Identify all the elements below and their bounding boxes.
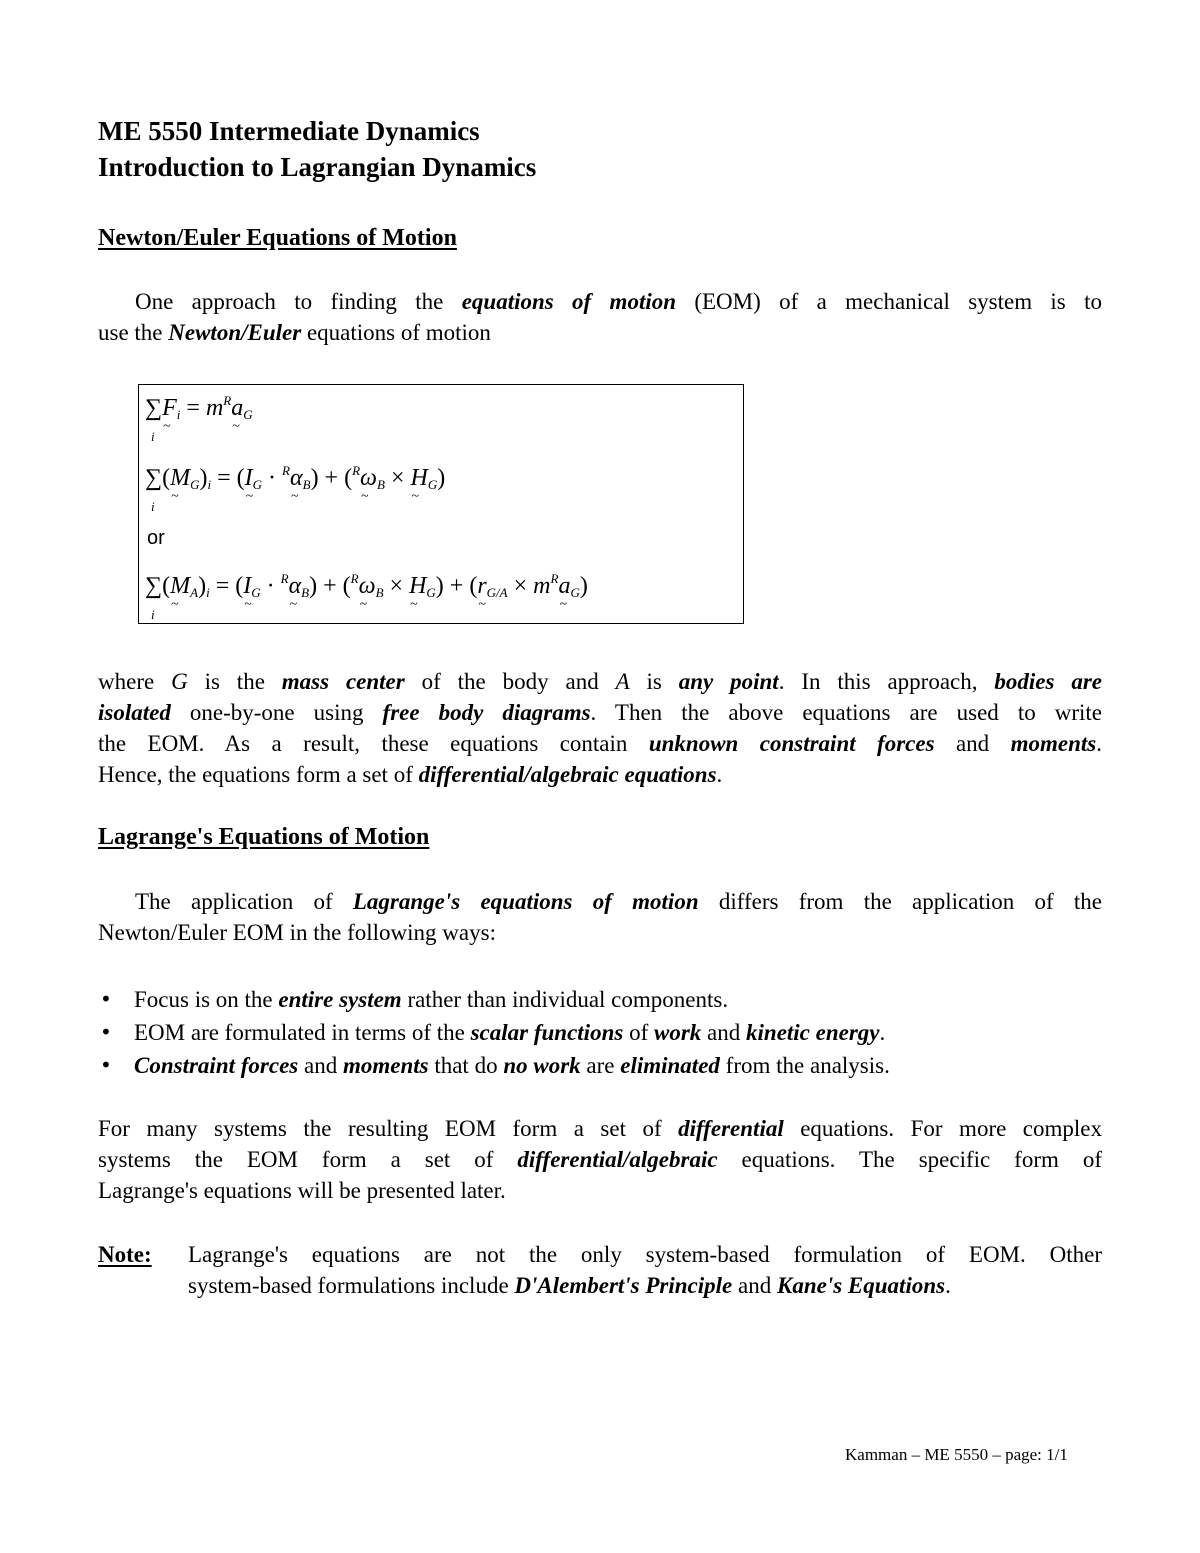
document-subtitle: Introduction to Lagrangian Dynamics xyxy=(98,152,537,182)
page-footer: Kamman – ME 5550 – page: 1/1 xyxy=(845,1445,1068,1464)
lagrange-eom-paragraph: For many systems the resulting EOM form a set of differential equations. For more complex systems the EOM form a set of differential/algebraic equations. The specific form of Lagrange's equations will be presented later. xyxy=(98,1116,1102,1203)
moment-equation-mass-center: ∑(M $\sim_G)_i = (I$ $\sim_G \cdot ^R\alpha$ $\sim_B) + (^R\omega$ $\sim_B \times H$ $\sim_G$) xyxy=(145,463,445,493)
list-item: • EOM are formulated in terms of the scalar functions of work and kinetic energy. xyxy=(98,1016,890,1049)
lagrange-intro-paragraph: The application of Lagrange's equations of motion differs from the application of the Newton/Euler EOM in the following ways: xyxy=(98,889,1103,945)
equations-box: ∑F $\sim_i = m^Ra$ $\sim_G$ i ∑(M $\sim_G)_i = (I$ $\sim_G \cdot ^R\alpha$ $\sim_B) + (^R\omega$ $\sim_B \times H$ $\sim_G$) i or ∑(M $\sim_A)_i = (I$ $\sim_G \cdot ^R\alpha$ $\sim_B) + (^R\omega$ $\sim_B \times H$ $\sim_G) + (r$ $\sim_{G/A} \times m^Ra$ $\sim_G$) i xyxy=(138,384,744,624)
section-heading-newton-euler: Newton/Euler Equations of Motion xyxy=(98,225,457,251)
list-item: • Focus is on the entire system rather than individual components. xyxy=(98,983,890,1016)
moment-equation-any-point: ∑(M $\sim_A)_i = (I$ $\sim_G \cdot ^R\alpha$ $\sim_B) + (^R\omega$ $\sim_B \times H$ $\sim_G) + (r$ $\sim_{G/A} \times m^Ra$ $\sim_G$) xyxy=(145,571,588,601)
force-equation: ∑F $\sim_i = m^Ra$ $\sim_G$ xyxy=(145,393,253,423)
or-label: or xyxy=(147,527,165,549)
document-title: ME 5550 Intermediate Dynamics xyxy=(98,116,480,146)
lagrange-differences-list xyxy=(98,983,890,1082)
newton-euler-intro-paragraph: One approach to finding the equations of motion (EOM) of a mechanical system is to use the Newton/Euler equations of motion xyxy=(98,289,1102,345)
section-heading-lagrange: Lagrange's Equations of Motion xyxy=(98,824,430,850)
note-label: Note: xyxy=(98,1242,152,1267)
newton-euler-explanation-paragraph: where G is the mass center of the body and A is any point. In this approach, bodies are isolated one-by-one using free body diagrams. Then the above equations are used to write the EOM. As a result, these equations contain unknown constraint forces and moments. Hence, the equations form a set of differential/algebraic equations. xyxy=(98,669,1103,787)
list-item: • Constraint forces and moments that do no work are eliminated from the analysis. xyxy=(98,1049,890,1082)
